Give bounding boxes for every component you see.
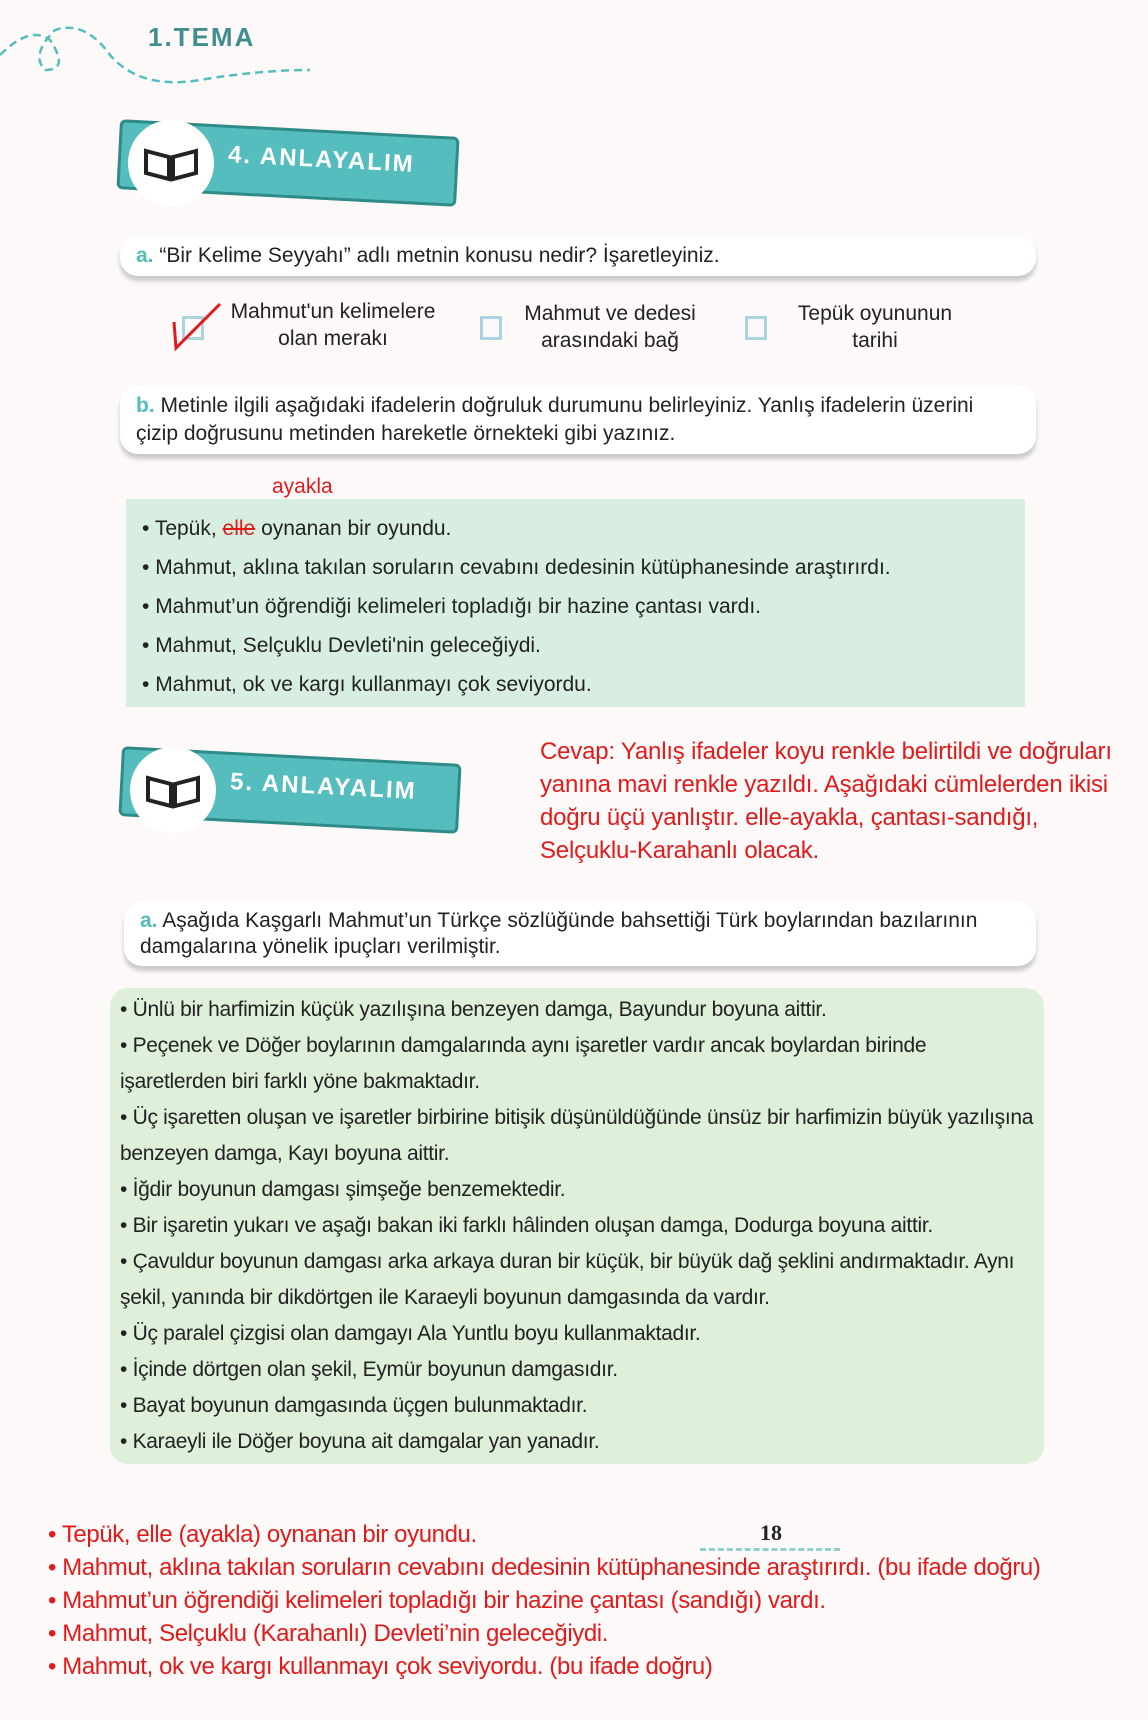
clue: • Peçenek ve Döğer boylarının damgalarında aynı işaretler vardır ancak boylardan birinde işaretlerden biri farklı yöne bakmaktadır. [120,1034,927,1093]
option-3-label: Tepük oyununun tarihi [797,302,953,352]
question-letter: a. [140,909,158,932]
statement: • Mahmut, ok ve kargı kullanmayı çok seviyordu. [142,673,592,696]
statement: • Mahmut, aklına takılan soruların cevabını dedesinin kütüphanesinde araştırırdı. [142,556,891,579]
section4-title: 4. ANLAYALIM [227,141,416,178]
question-5a [124,902,1036,966]
section5-banner [120,745,460,835]
answer-item: • Mahmut’un öğrendiği kelimeleri topladığı bir hazine çantası (sandığı) vardı. [48,1587,826,1614]
clue: • Üç işaretten oluşan ve işaretler birbirine bitişik düşünüldüğünde ünsüz bir harfimizin büyük yazılışına benzeyen damga, Kayı boyuna aittir. [120,1106,1034,1165]
book-icon [128,120,214,206]
question-letter: a. [136,244,154,267]
statements-box [126,499,1025,707]
clue: • İçinde dörtgen olan şekil, Eymür boyunun damgasıdır. [120,1358,618,1381]
clue: • İğdir boyunun damgası şimşeğe benzemektedir. [120,1178,566,1201]
statement: • Tepük, elle oynanan bir oyundu. [142,517,452,540]
question-4b [120,386,1036,454]
clue: • Bir işaretin yukarı ve aşağı bakan iki farklı hâlinden oluşan damga, Dodurga boyuna aittir. [120,1214,933,1237]
answer-item: • Mahmut, ok ve kargı kullanmayı çok seviyordu. (bu ifade doğru) [48,1653,713,1680]
question-text: Aşağıda Kaşgarlı Mahmut’un Türkçe sözlüğünde bahsettiği Türk boylarından bazılarının damgalarına yönelik ipuçları verilmiştir. [140,909,978,958]
page-number: 18 [760,1520,782,1545]
theme-label: 1.TEMA [148,22,256,52]
option-2-checkbox[interactable] [480,316,502,340]
page-divider [700,1548,840,1551]
clue: • Çavuldur boyunun damgası arka arkaya duran bir küçük, bir büyük dağ şeklini andırmaktadır. Aynı şekil, yanında bir dikdörtgen ile Karaeyli boyunun damgasında da vardır. [120,1250,1015,1309]
question-4a [120,236,1036,276]
clue: • Üç paralel çizgisi olan damgayı Ala Yuntlu boyu kullanmaktadır. [120,1322,701,1345]
question-letter: b. [136,394,155,417]
checkmark-icon [170,302,225,352]
clue: • Karaeyli ile Döğer boyuna ait damgalar yan yanadır. [120,1430,600,1453]
book-icon [130,747,216,833]
clue: • Ünlü bir harfimizin küçük yazılışına benzeyen damga, Bayundur boyuna aittir. [120,998,827,1021]
clue: • Bayat boyunun damgasında üçgen bulunmaktadır. [120,1394,588,1417]
statement: • Mahmut, Selçuklu Devleti'nin geleceğiydi. [142,634,541,657]
statement: • Mahmut’un öğrendiği kelimeleri topladığı bir hazine çantası vardı. [142,595,762,618]
clues-box [110,988,1044,1464]
question-text: “Bir Kelime Seyyahı” adlı metnin konusu nedir? İşaretleyiniz. [159,244,720,267]
answer-list [48,1518,1148,1683]
option-2-label: Mahmut ve dedesi arasındaki bağ [524,302,696,352]
answer-item: • Tepük, elle (ayakla) oynanan bir oyundu. [48,1521,477,1548]
answer-item: • Mahmut, Selçuklu (Karahanlı) Devleti’nin geleceğiydi. [48,1620,609,1647]
example-correction: ayakla [272,475,333,498]
answer-item: • Mahmut, aklına takılan soruların cevabını dedesinin kütüphanesinde araştırırdı. (bu ifade doğru) [48,1554,1041,1581]
section5-title: 5. ANLAYALIM [229,768,418,805]
question-text: Metinle ilgili aşağıdaki ifadelerin doğruluk durumunu belirleyiniz. Yanlış ifadelerin üzerini çizip doğrusunu metinden hareketle örnekteki gibi yazınız. [136,394,974,445]
option-1-label: Mahmut'un kelimelere olan merakı [230,300,436,350]
option-3-checkbox[interactable] [745,316,767,340]
section4-banner [118,118,458,208]
answer-note: Cevap: Yanlış ifadeler koyu renkle belirtildi ve doğruları yanına mavi renkle yazıldı. Aşağıdaki cümlelerden ikisi doğru üçü yanlıştır. elle-ayakla, çantası-sandığı, Selçuklu-Karahanlı olacak. [540,738,1112,864]
